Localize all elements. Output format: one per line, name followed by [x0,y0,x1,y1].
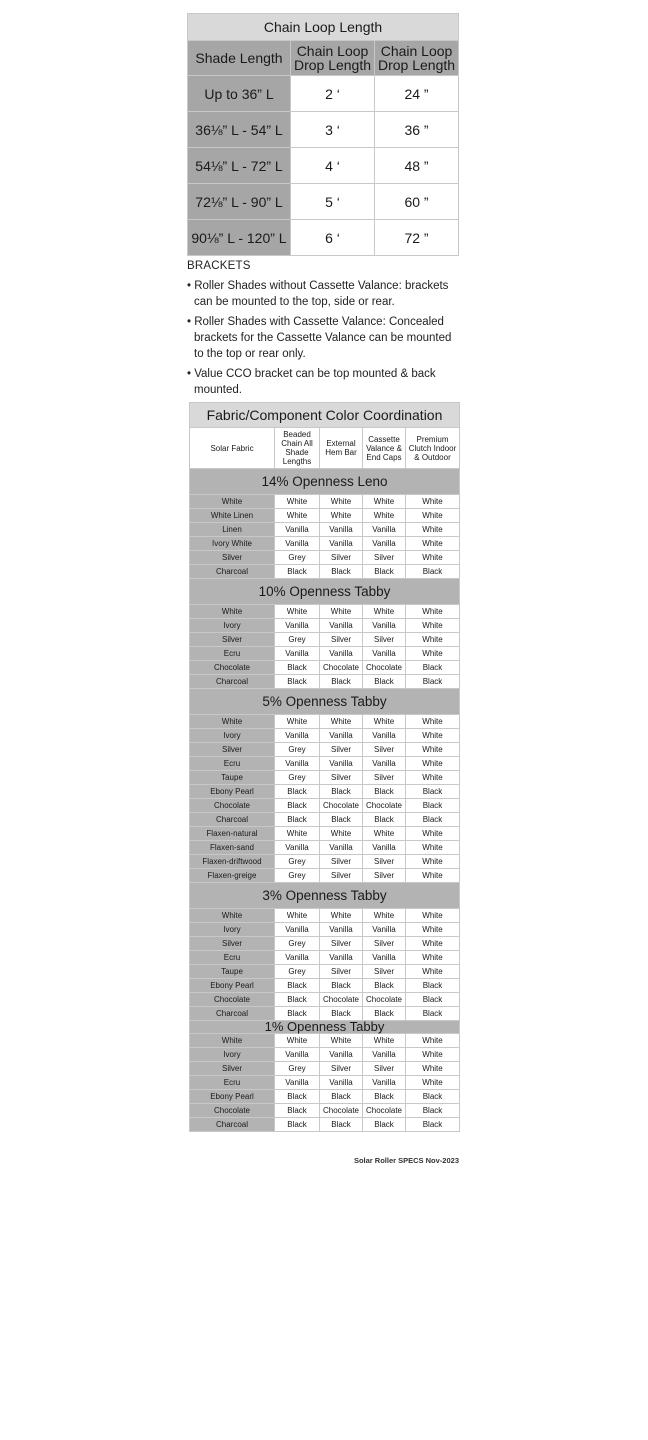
fabric-cell: White [190,495,275,509]
premium-clutch-cell: White [406,1062,460,1076]
cassette-valance-cell: White [363,509,406,523]
premium-clutch-cell: White [406,743,460,757]
hem-bar-cell: Chocolate [320,1104,363,1118]
table-row [190,605,460,619]
fabric-cell: Flaxen-driftwood [190,855,275,869]
table-row [190,951,460,965]
brackets-heading: BRACKETS [187,260,251,272]
beaded-chain-cell: Grey [275,633,320,647]
hem-bar-cell: Silver [320,965,363,979]
beaded-chain-cell: White [275,605,320,619]
cassette-valance-cell: Vanilla [363,923,406,937]
fabric-cell: Charcoal [190,1118,275,1132]
chain-table-row [188,148,459,184]
section-header-row [190,1021,460,1034]
cassette-valance-cell: Black [363,785,406,799]
cassette-valance-cell: Black [363,675,406,689]
cassette-valance-cell: Black [363,1118,406,1132]
hem-bar-cell: White [320,495,363,509]
premium-clutch-cell: White [406,619,460,633]
section-header-row [190,579,460,605]
shade-length-cell: 36⅛” L - 54” L [188,112,291,148]
beaded-chain-cell: Black [275,1118,320,1132]
beaded-chain-cell: Black [275,979,320,993]
table-row [190,633,460,647]
fabric-cell: Flaxen-greige [190,869,275,883]
premium-clutch-cell: Black [406,1118,460,1132]
cassette-valance-cell: Vanilla [363,757,406,771]
table-row [190,537,460,551]
beaded-chain-cell: Black [275,785,320,799]
section-title: 10% Openness Tabby [190,579,460,605]
fabric-cell: Silver [190,743,275,757]
color-table-title: Fabric/Component Color Coordination [190,403,460,428]
cassette-valance-cell: Vanilla [363,619,406,633]
fabric-cell: White [190,605,275,619]
table-row [190,1034,460,1048]
drop-length-inches-cell: 24 ” [375,76,459,112]
table-row [190,743,460,757]
drop-length-feet-cell: 5 ‘ [291,184,375,220]
beaded-chain-cell: Grey [275,1062,320,1076]
premium-clutch-cell: White [406,841,460,855]
premium-clutch-cell: Black [406,1007,460,1021]
table-row [190,869,460,883]
color-coordination-table [189,402,460,1132]
drop-length-inches-cell: 60 ” [375,184,459,220]
fabric-cell: Silver [190,1062,275,1076]
drop-length-feet-cell: 4 ‘ [291,148,375,184]
fabric-cell: White Linen [190,509,275,523]
premium-clutch-cell: White [406,869,460,883]
cassette-valance-cell: Silver [363,869,406,883]
table-row [190,841,460,855]
premium-clutch-cell: White [406,633,460,647]
fabric-cell: Ivory [190,619,275,633]
header-drop-length-feet: Chain Loop Drop Length [291,41,375,76]
table-row [190,565,460,579]
premium-clutch-cell: Black [406,799,460,813]
header-hem-bar: External Hem Bar [320,428,363,469]
hem-bar-cell: Black [320,565,363,579]
header-solar-fabric: Solar Fabric [190,428,275,469]
premium-clutch-cell: White [406,1048,460,1062]
fabric-cell: Ecru [190,1076,275,1090]
table-row [190,909,460,923]
hem-bar-cell: White [320,1034,363,1048]
cassette-valance-cell: Silver [363,551,406,565]
table-row [190,1076,460,1090]
beaded-chain-cell: Black [275,799,320,813]
beaded-chain-cell: Grey [275,771,320,785]
table-row [190,715,460,729]
section-title: 14% Openness Leno [190,469,460,495]
premium-clutch-cell: White [406,771,460,785]
table-row [190,757,460,771]
hem-bar-cell: White [320,509,363,523]
fabric-cell: Taupe [190,965,275,979]
fabric-cell: Ebony Pearl [190,1090,275,1104]
section-header-row [190,689,460,715]
premium-clutch-cell: Black [406,993,460,1007]
table-row [190,785,460,799]
cassette-valance-cell: Vanilla [363,537,406,551]
hem-bar-cell: Black [320,675,363,689]
fabric-cell: Chocolate [190,1104,275,1118]
beaded-chain-cell: Grey [275,551,320,565]
cassette-valance-cell: Black [363,565,406,579]
bracket-note: • Value CCO bracket can be top mounted & back mounted. [187,368,436,396]
fabric-cell: Charcoal [190,813,275,827]
beaded-chain-cell: Vanilla [275,1076,320,1090]
beaded-chain-cell: Vanilla [275,523,320,537]
cassette-valance-cell: Black [363,1090,406,1104]
beaded-chain-cell: Black [275,1090,320,1104]
table-row [190,813,460,827]
table-row [190,1062,460,1076]
beaded-chain-cell: Black [275,1104,320,1118]
table-row [190,495,460,509]
header-cassette-valance: Cassette Valance & End Caps [363,428,406,469]
drop-length-feet-cell: 6 ‘ [291,220,375,256]
premium-clutch-cell: Black [406,675,460,689]
premium-clutch-cell: White [406,605,460,619]
premium-clutch-cell: White [406,1034,460,1048]
header-premium-clutch: Premium Clutch Indoor & Outdoor [406,428,460,469]
hem-bar-cell: Vanilla [320,647,363,661]
beaded-chain-cell: Grey [275,743,320,757]
cassette-valance-cell: White [363,1034,406,1048]
hem-bar-cell: Black [320,1007,363,1021]
hem-bar-cell: Vanilla [320,1048,363,1062]
hem-bar-cell: Black [320,813,363,827]
fabric-cell: Ecru [190,757,275,771]
cassette-valance-cell: Silver [363,937,406,951]
beaded-chain-cell: Black [275,813,320,827]
table-row [190,509,460,523]
premium-clutch-cell: White [406,647,460,661]
table-row [190,965,460,979]
premium-clutch-cell: Black [406,1104,460,1118]
premium-clutch-cell: White [406,729,460,743]
hem-bar-cell: Vanilla [320,923,363,937]
hem-bar-cell: Vanilla [320,523,363,537]
cassette-valance-cell: White [363,495,406,509]
hem-bar-cell: Black [320,1118,363,1132]
header-drop-length-inches: Chain Loop Drop Length [375,41,459,76]
hem-bar-cell: Vanilla [320,1076,363,1090]
hem-bar-cell: Chocolate [320,661,363,675]
fabric-cell: White [190,1034,275,1048]
beaded-chain-cell: Grey [275,937,320,951]
fabric-cell: Ecru [190,951,275,965]
beaded-chain-cell: Vanilla [275,951,320,965]
table-row [190,675,460,689]
beaded-chain-cell: Grey [275,965,320,979]
beaded-chain-cell: Vanilla [275,1048,320,1062]
hem-bar-cell: White [320,715,363,729]
header-beaded-chain: Beaded Chain All Shade Lengths [275,428,320,469]
section-title: 3% Openness Tabby [190,883,460,909]
hem-bar-cell: White [320,827,363,841]
cassette-valance-cell: Chocolate [363,993,406,1007]
fabric-cell: Charcoal [190,675,275,689]
drop-length-inches-cell: 72 ” [375,220,459,256]
fabric-cell: Silver [190,937,275,951]
beaded-chain-cell: Vanilla [275,757,320,771]
table-row [190,827,460,841]
premium-clutch-cell: White [406,509,460,523]
fabric-cell: Flaxen-sand [190,841,275,855]
fabric-cell: Ivory [190,1048,275,1062]
premium-clutch-cell: White [406,523,460,537]
cassette-valance-cell: White [363,827,406,841]
cassette-valance-cell: Chocolate [363,661,406,675]
fabric-cell: Ivory [190,729,275,743]
hem-bar-cell: Black [320,785,363,799]
hem-bar-cell: Black [320,1090,363,1104]
premium-clutch-cell: Black [406,1090,460,1104]
cassette-valance-cell: Silver [363,965,406,979]
beaded-chain-cell: Vanilla [275,537,320,551]
cassette-valance-cell: Silver [363,771,406,785]
table-row [190,551,460,565]
premium-clutch-cell: White [406,1076,460,1090]
chain-table-row [188,220,459,256]
premium-clutch-cell: White [406,715,460,729]
table-row [190,647,460,661]
bracket-note: • Roller Shades with Cassette Valance: Concealed brackets for the Cassette Valance can be mounted to the top or rear only. [187,316,452,360]
cassette-valance-cell: Vanilla [363,523,406,537]
fabric-cell: Ecru [190,647,275,661]
fabric-cell: Taupe [190,771,275,785]
fabric-cell: Linen [190,523,275,537]
shade-length-cell: 72⅛” L - 90” L [188,184,291,220]
beaded-chain-cell: Vanilla [275,729,320,743]
chain-table-row [188,112,459,148]
premium-clutch-cell: Black [406,813,460,827]
table-row [190,923,460,937]
hem-bar-cell: Black [320,979,363,993]
table-row [190,1048,460,1062]
premium-clutch-cell: White [406,537,460,551]
beaded-chain-cell: Black [275,675,320,689]
table-row [190,523,460,537]
beaded-chain-cell: White [275,715,320,729]
beaded-chain-cell: Vanilla [275,923,320,937]
table-row [190,1104,460,1118]
table-row [190,661,460,675]
hem-bar-cell: Silver [320,743,363,757]
fabric-cell: Flaxen-natural [190,827,275,841]
color-table-body [190,469,460,1132]
section-header-row [190,469,460,495]
shade-length-cell: 90⅛” L - 120” L [188,220,291,256]
cassette-valance-cell: White [363,605,406,619]
chain-table-row [188,184,459,220]
cassette-valance-cell: Black [363,813,406,827]
section-title: 5% Openness Tabby [190,689,460,715]
beaded-chain-cell: Vanilla [275,619,320,633]
beaded-chain-cell: Black [275,661,320,675]
fabric-cell: Silver [190,551,275,565]
premium-clutch-cell: White [406,923,460,937]
beaded-chain-cell: White [275,827,320,841]
premium-clutch-cell: White [406,757,460,771]
fabric-cell: White [190,715,275,729]
premium-clutch-cell: White [406,827,460,841]
table-row [190,619,460,633]
table-row [190,855,460,869]
brackets-notes [187,258,462,402]
table-row [190,1090,460,1104]
beaded-chain-cell: White [275,495,320,509]
premium-clutch-cell: White [406,965,460,979]
shade-length-cell: 54⅛” L - 72” L [188,148,291,184]
cassette-valance-cell: Vanilla [363,1048,406,1062]
section-header-row [190,883,460,909]
cassette-valance-cell: Vanilla [363,951,406,965]
drop-length-inches-cell: 36 ” [375,112,459,148]
cassette-valance-cell: Chocolate [363,799,406,813]
fabric-cell: Ebony Pearl [190,785,275,799]
fabric-cell: Ivory [190,923,275,937]
premium-clutch-cell: Black [406,661,460,675]
cassette-valance-cell: White [363,715,406,729]
fabric-cell: White [190,909,275,923]
table-row [190,993,460,1007]
chain-table-title: Chain Loop Length [188,14,459,41]
footer-spec-note: Solar Roller SPECS Nov-2023 [353,1156,459,1165]
hem-bar-cell: Silver [320,855,363,869]
chain-table-body [188,76,459,256]
table-row [190,729,460,743]
cassette-valance-cell: Black [363,979,406,993]
hem-bar-cell: Silver [320,937,363,951]
cassette-valance-cell: Vanilla [363,841,406,855]
table-row [190,771,460,785]
beaded-chain-cell: Vanilla [275,841,320,855]
hem-bar-cell: White [320,909,363,923]
table-row [190,979,460,993]
hem-bar-cell: Vanilla [320,537,363,551]
premium-clutch-cell: White [406,937,460,951]
beaded-chain-cell: Grey [275,855,320,869]
drop-length-feet-cell: 3 ‘ [291,112,375,148]
hem-bar-cell: Vanilla [320,841,363,855]
beaded-chain-cell: White [275,509,320,523]
fabric-cell: Chocolate [190,661,275,675]
hem-bar-cell: Vanilla [320,757,363,771]
fabric-cell: Chocolate [190,799,275,813]
beaded-chain-cell: Vanilla [275,647,320,661]
cassette-valance-cell: Silver [363,633,406,647]
cassette-valance-cell: Vanilla [363,1076,406,1090]
fabric-cell: Ebony Pearl [190,979,275,993]
fabric-cell: Charcoal [190,1007,275,1021]
drop-length-inches-cell: 48 ” [375,148,459,184]
cassette-valance-cell: White [363,909,406,923]
hem-bar-cell: Silver [320,869,363,883]
bracket-note: • Roller Shades without Cassette Valance: brackets can be mounted to the top, side or rear. [187,280,449,308]
fabric-cell: Silver [190,633,275,647]
table-row [190,1118,460,1132]
premium-clutch-cell: White [406,855,460,869]
hem-bar-cell: Silver [320,1062,363,1076]
hem-bar-cell: Silver [320,771,363,785]
premium-clutch-cell: White [406,951,460,965]
hem-bar-cell: Vanilla [320,619,363,633]
section-title: 1% Openness Tabby [190,1021,460,1034]
fabric-cell: Charcoal [190,565,275,579]
cassette-valance-cell: Vanilla [363,647,406,661]
drop-length-feet-cell: 2 ‘ [291,76,375,112]
beaded-chain-cell: Black [275,565,320,579]
premium-clutch-cell: White [406,909,460,923]
shade-length-cell: Up to 36” L [188,76,291,112]
header-shade-length: Shade Length [188,41,291,76]
hem-bar-cell: Silver [320,633,363,647]
hem-bar-cell: Chocolate [320,993,363,1007]
cassette-valance-cell: Silver [363,743,406,757]
beaded-chain-cell: White [275,909,320,923]
table-row [190,937,460,951]
fabric-cell: Chocolate [190,993,275,1007]
table-row [190,799,460,813]
hem-bar-cell: Vanilla [320,729,363,743]
hem-bar-cell: Chocolate [320,799,363,813]
beaded-chain-cell: Grey [275,869,320,883]
premium-clutch-cell: White [406,495,460,509]
premium-clutch-cell: Black [406,785,460,799]
cassette-valance-cell: Chocolate [363,1104,406,1118]
beaded-chain-cell: Black [275,993,320,1007]
hem-bar-cell: Silver [320,551,363,565]
chain-table-row [188,76,459,112]
premium-clutch-cell: Black [406,565,460,579]
hem-bar-cell: Vanilla [320,951,363,965]
beaded-chain-cell: White [275,1034,320,1048]
cassette-valance-cell: Silver [363,1062,406,1076]
fabric-cell: Ivory White [190,537,275,551]
hem-bar-cell: White [320,605,363,619]
cassette-valance-cell: Black [363,1007,406,1021]
cassette-valance-cell: Vanilla [363,729,406,743]
beaded-chain-cell: Black [275,1007,320,1021]
cassette-valance-cell: Silver [363,855,406,869]
premium-clutch-cell: White [406,551,460,565]
chain-loop-table [187,13,459,256]
premium-clutch-cell: Black [406,979,460,993]
